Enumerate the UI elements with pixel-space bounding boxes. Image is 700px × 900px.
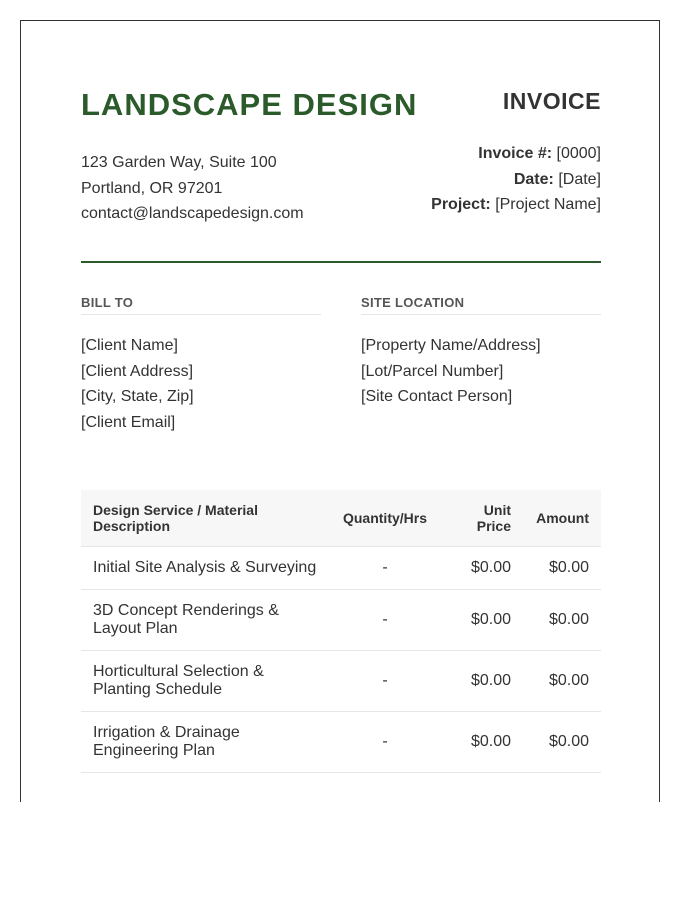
row-amount: $0.00 (523, 590, 601, 651)
client-name: [Client Name] (81, 337, 178, 354)
property-address: [Property Name/Address] (361, 337, 541, 354)
invoice-meta (431, 141, 601, 218)
row-quantity: - (329, 590, 441, 651)
table-row (81, 590, 601, 651)
row-description: Irrigation & Drainage Engineering Plan (81, 712, 329, 773)
invoice-date-row (431, 167, 601, 193)
client-city-state-zip: [City, State, Zip] (81, 388, 194, 405)
invoice-project-label: Project: (431, 196, 491, 213)
site-location-section (361, 295, 601, 410)
table-row (81, 712, 601, 773)
row-unit-price: $0.00 (441, 712, 523, 773)
client-email: [Client Email] (81, 413, 176, 431)
header-unit-price: Unit Price (441, 490, 523, 547)
invoice-title: INVOICE (502, 88, 601, 114)
invoice-number-label: Invoice #: (478, 145, 553, 162)
header-quantity: Quantity/Hrs (329, 490, 441, 547)
row-description: 3D Concept Renderings & Layout Plan (81, 590, 329, 651)
header-description: Design Service / Material Description (81, 490, 329, 547)
header-divider (81, 261, 601, 263)
row-quantity: - (329, 547, 441, 590)
row-amount: $0.00 (523, 547, 601, 590)
company-name: LANDSCAPE DESIGN (81, 87, 418, 122)
client-address: [Client Address] (81, 362, 194, 380)
invoice-project-row (431, 192, 601, 218)
bill-to-heading: BILL TO (81, 295, 321, 315)
site-location-details (361, 333, 601, 410)
invoice-number-value: [0000] (556, 145, 601, 162)
line-items-table (81, 490, 601, 773)
row-quantity: - (329, 712, 441, 773)
site-location-heading: SITE LOCATION (361, 295, 601, 315)
invoice-project-value: [Project Name] (495, 196, 601, 213)
invoice-date-label: Date: (513, 170, 554, 188)
row-amount: $0.00 (523, 712, 601, 773)
row-quantity: - (329, 651, 441, 712)
row-description: Initial Site Analysis & Surveying (81, 547, 329, 590)
parcel-number: [Lot/Parcel Number] (361, 362, 504, 380)
address-line: 123 Garden Way, Suite 100 (81, 154, 277, 171)
bill-to-section (81, 295, 321, 435)
company-address (81, 150, 304, 227)
row-description: Horticultural Selection & Planting Schedule (81, 651, 329, 712)
table-row (81, 651, 601, 712)
table-header-row (81, 490, 601, 547)
header-amount: Amount (523, 490, 601, 547)
row-unit-price: $0.00 (441, 651, 523, 712)
invoice-number-row (431, 141, 601, 167)
address-line: Portland, OR 97201 (81, 179, 223, 197)
row-unit-price: $0.00 (441, 590, 523, 651)
invoice-page (20, 20, 660, 802)
invoice-date-value: [Date] (558, 170, 601, 188)
site-contact: [Site Contact Person] (361, 388, 513, 405)
row-amount: $0.00 (523, 651, 601, 712)
row-unit-price: $0.00 (441, 547, 523, 590)
company-email: contact@landscapedesign.com (81, 205, 304, 222)
table-row (81, 547, 601, 590)
bill-to-details (81, 333, 321, 435)
